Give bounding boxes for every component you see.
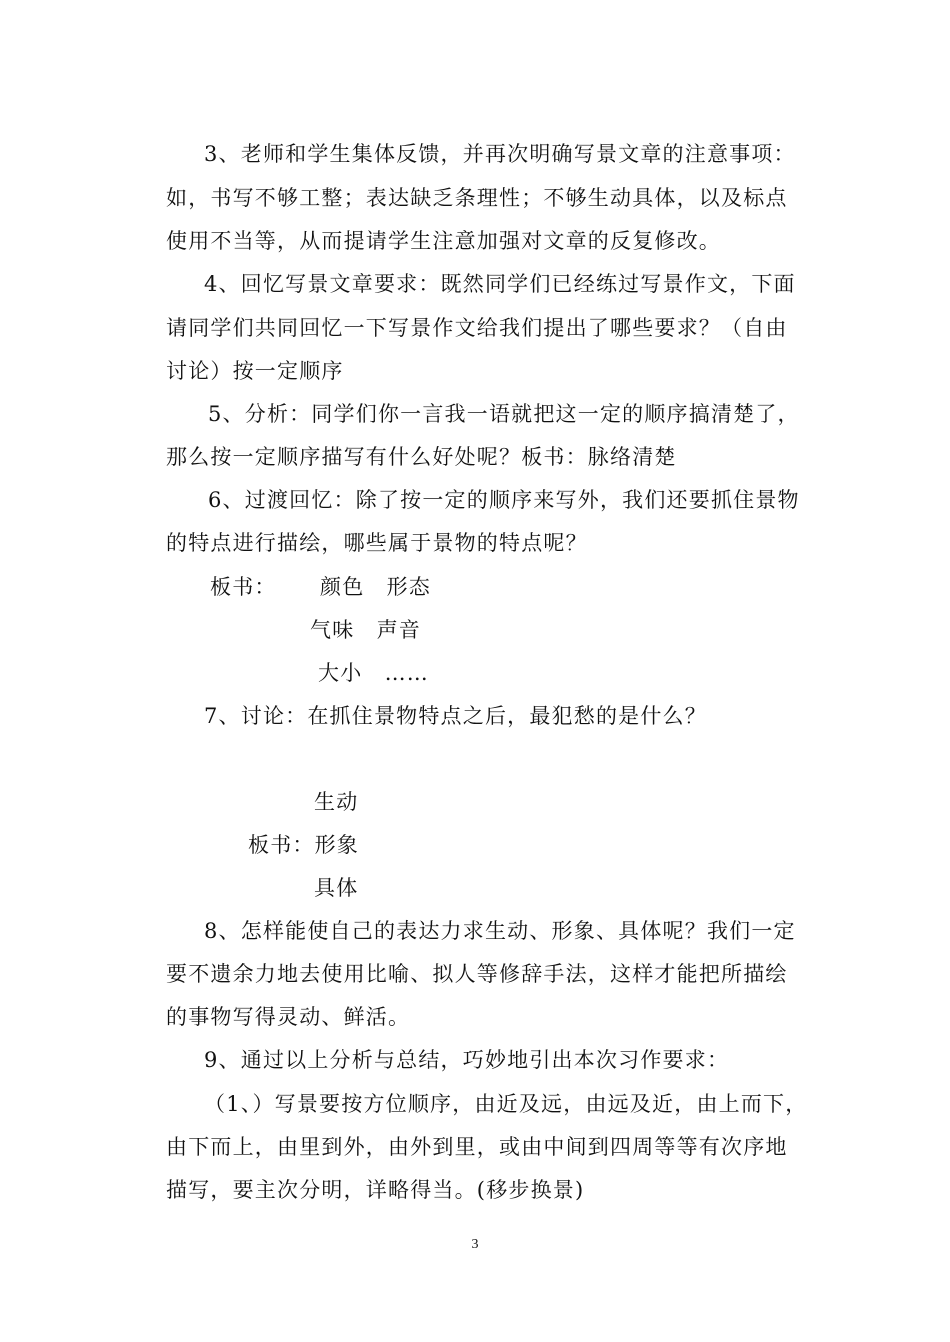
- paragraph-3-line-2: 如，书写不够工整；表达缺乏条理性；不够生动具体，以及标点: [166, 186, 788, 210]
- paragraph-3-line-3: 使用不当等，从而提请学生注意加强对文章的反复修改。: [166, 229, 721, 253]
- paragraph-8-line-1: 8、怎样能使自己的表达力求生动、形象、具体呢？我们一定: [204, 919, 796, 943]
- paragraph-8-line-3: 的事物写得灵动、鲜活。: [166, 1005, 411, 1029]
- board-1-row-3: 大小 ……: [318, 661, 429, 685]
- paragraph-4-line-1: 4、回忆写景文章要求：既然同学们已经练过写景作文，下面: [204, 272, 796, 296]
- requirement-1-line-2: 由下而上，由里到外，由外到里，或由中间到四周等等有次序地: [166, 1135, 788, 1159]
- board-1-label: 板书：: [210, 575, 277, 599]
- board-1-row-1: 颜色 形态: [320, 575, 431, 599]
- paragraph-8-line-2: 要不遗余力地去使用比喻、拟人等修辞手法，这样才能把所描绘: [166, 962, 788, 986]
- paragraph-5-line-1: 5、分析：同学们你一言我一语就把这一定的顺序搞清楚了，: [208, 402, 800, 426]
- paragraph-6-line-2: 的特点进行描绘，哪些属于景物的特点呢？: [166, 531, 588, 555]
- paragraph-5-line-2: 那么按一定顺序描写有什么好处呢？板书：脉络清楚: [166, 445, 677, 469]
- board-2-word-3: 具体: [314, 876, 359, 900]
- requirement-1-line-1: （1、）写景要按方位顺序，由近及远，由远及近，由上而下，: [204, 1092, 808, 1116]
- requirement-1-line-3: 描写，要主次分明，详略得当。(移步换景): [166, 1178, 585, 1202]
- question-7: 7、讨论：在抓住景物特点之后，最犯愁的是什么？: [204, 704, 707, 728]
- page-number: 3: [471, 1237, 479, 1252]
- board-2-label-line: 板书：形象: [248, 833, 359, 857]
- paragraph-4-line-2: 请同学们共同回忆一下写景作文给我们提出了哪些要求？（自由: [166, 316, 788, 340]
- board-2-word-1: 生动: [314, 790, 359, 814]
- board-1-row-2: 气味 声音: [310, 618, 421, 642]
- paragraph-6-line-1: 6、过渡回忆：除了按一定的顺序来写外，我们还要抓住景物: [208, 488, 800, 512]
- paragraph-4-line-3: 讨论）按一定顺序: [166, 359, 344, 383]
- paragraph-3-line-1: 3、老师和学生集体反馈，并再次明确写景文章的注意事项：: [204, 142, 796, 166]
- paragraph-9: 9、通过以上分析与总结，巧妙地引出本次习作要求：: [204, 1048, 730, 1072]
